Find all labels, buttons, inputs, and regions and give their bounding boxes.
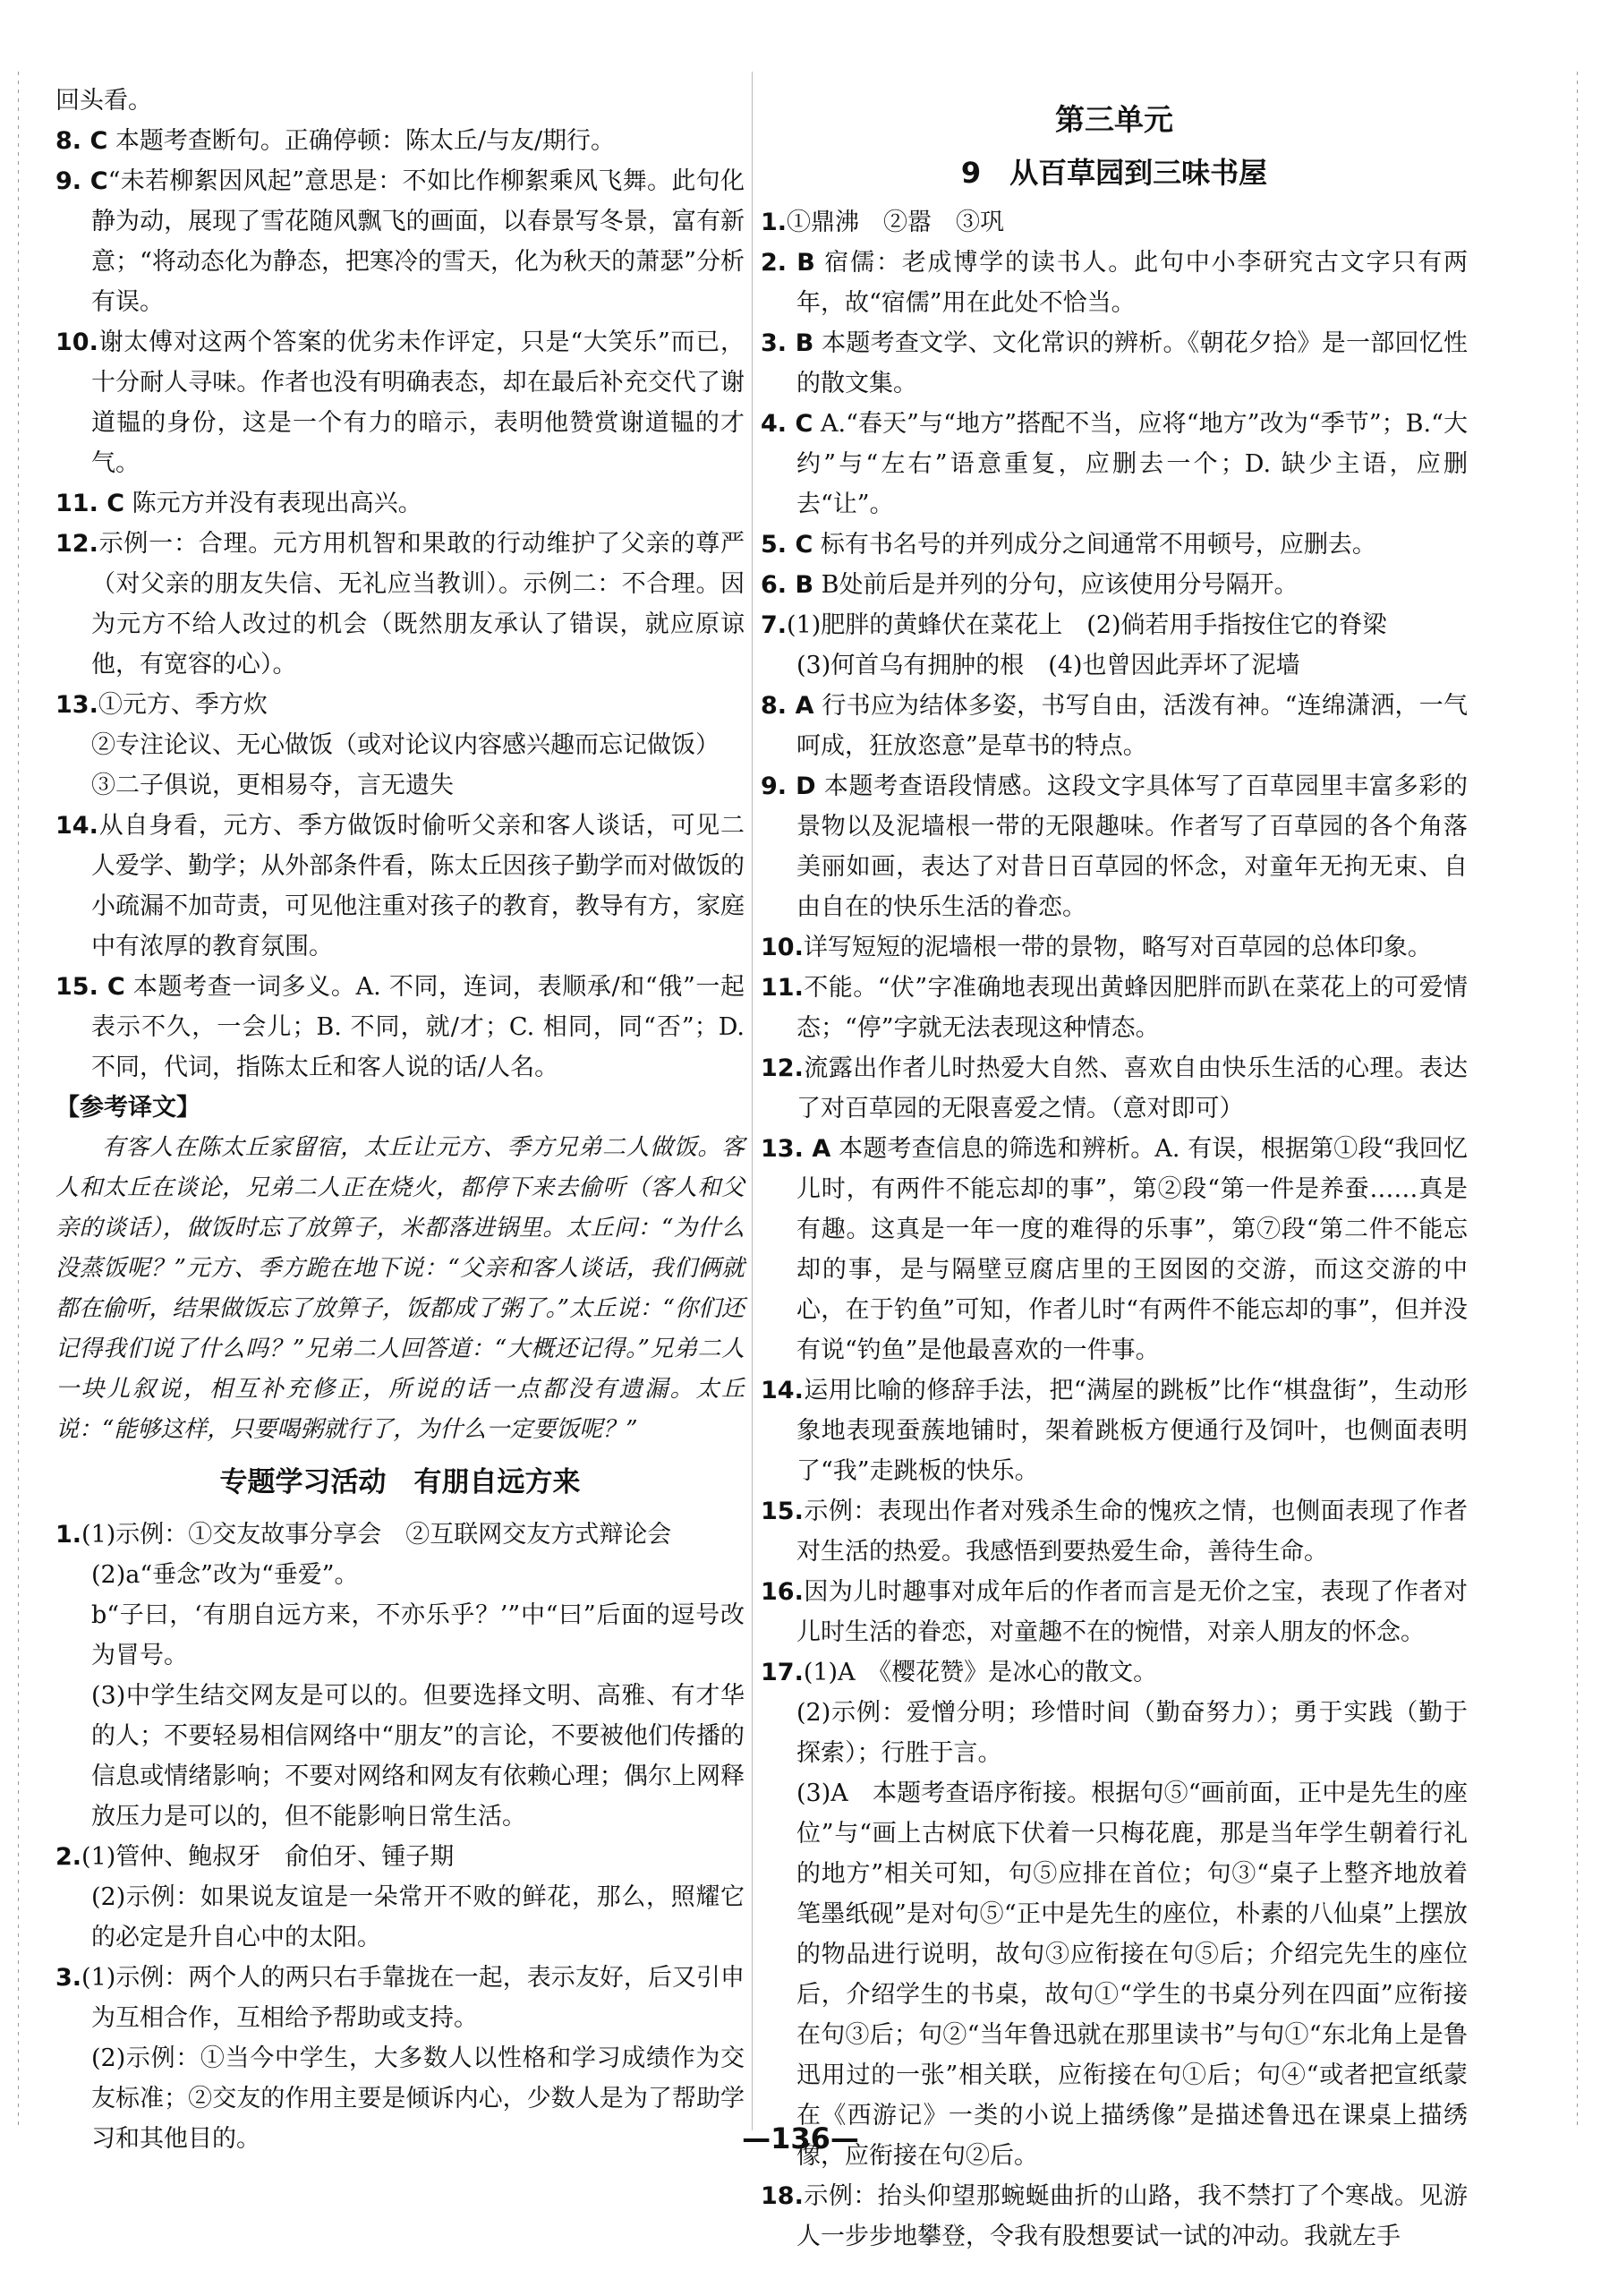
answer-item: 1.①鼎沸 ②嚣 ③巩 bbox=[761, 209, 1005, 236]
answer-subline: (2)示例：爱憎分明；珍惜时间（勤奋努力）；勇于实践（勤于探索）；行胜于言。 bbox=[796, 1699, 1468, 1767]
answer-subline: (2)a“垂念”改为“垂爱”。 bbox=[91, 1561, 359, 1589]
answer-subline: (2)示例：如果说友谊是一朵常开不败的鲜花，那么，照耀它的必定是升自心中的太阳。 bbox=[91, 1883, 745, 1951]
answer-item: 6. B B处前后是并列的分句，应该使用分号隔开。 bbox=[761, 571, 1299, 599]
left-column bbox=[55, 81, 745, 2159]
answer-item: 3. B 本题考查文学、文化常识的辨析。《朝花夕拾》是一部回忆性的散文集。 bbox=[761, 329, 1468, 397]
answer-item: 14.从自身看，元方、季方做饭时偷听父亲和客人谈话，可见二人爱学、勤学；从外部条件看，陈太丘因孩子勤学而对做饭的小疏漏不加苛责，可见他注重对孩子的教育，教导有方，家庭中有浓厚的教育氛围。 bbox=[55, 812, 745, 960]
answer-item: 2.(1)管仲、鲍叔牙 俞伯牙、锺子期 bbox=[55, 1843, 455, 1871]
right-column bbox=[761, 97, 1468, 2257]
answer-item: 13. A 本题考查信息的筛选和辨析。A. 有误，根据第①段“我回忆儿时，有两件不能忘却的事”，第②段“第一件是养蚕……真是有趣。这真是一年一度的难得的乐事”，第⑦段“第二件不能忘却的事，是与隔壁豆腐店里的王囡囡的交游，而这交游的中心，在于钓鱼”可知，作者儿时“有两件不能忘却的事”，但并没有说“钓鱼”是他最喜欢的一件事。 bbox=[761, 1135, 1468, 1364]
answer-item: 8. A 行书应为结体多姿，书写自由，活泼有神。“连绵潇洒，一气呵成，狂放恣意”是草书的特点。 bbox=[761, 692, 1469, 760]
answer-item: 17.(1)A 《樱花赞》是冰心的散文。 bbox=[761, 1659, 1158, 1686]
binding-marks-left bbox=[18, 72, 19, 2130]
answer-item: 12.流露出作者儿时热爱大自然、喜欢自由快乐生活的心理。表达了对百草园的无限喜爱之情。（意对即可） bbox=[761, 1054, 1468, 1122]
answer-subline: (3)A 本题考查语序衔接。根据句⑤“画前面，正中是先生的座位”与“画上古树底下伏着一只梅花鹿，那是当年学生朝着行礼的地方”相关可知，句⑤应排在首位；句③“桌子上整齐地放着笔墨纸砚”是对句⑤“正中是先生的座位，朴素的八仙桌”上摆放的物品进行说明，故句③应衔接在句⑤后；介绍完先生的座位后，介绍学生的书桌，故句①“学生的书桌分列在四面”应衔接在句③后；句②“当年鲁迅就在那里读书”与句①“东北角上是鲁迅用过的一张”相关联，应衔接在句①后；句④“或者把宣纸蒙在《西游记》一类的小说上描绣像”是描述鲁迅在课桌上描绣像，应衔接在句②后。 bbox=[796, 1780, 1468, 2170]
answer-subline: ③二子俱说，更相易夺，言无遗失 bbox=[91, 772, 454, 799]
answer-item: 10.谢太傅对这两个答案的优劣未作评定，只是“大笑乐”而已，十分耐人寻味。作者也没有明确表态，却在最后补充交代了谢道韫的身份，这是一个有力的暗示，表明他赞赏谢道韫的才气。 bbox=[55, 329, 745, 477]
answer-item: 回头看。 bbox=[55, 87, 152, 115]
answer-item: 15. C 本题考查一词多义。A. 不同，连词，表顺承/和“俄”一起表示不久，一会儿；B. 不同，就/才；C. 相同，同“否”；D. 不同，代词，指陈太丘和客人说的话/人名。 bbox=[55, 973, 745, 1081]
answer-subline: ②专注论议、无心做饭（或对论议内容感兴趣而忘记做饭） bbox=[91, 731, 720, 759]
answer-subline: (2)示例：①当今中学生，大多数人以性格和学习成绩作为交友标准；②交友的作用主要是倾诉内心，少数人是为了帮助学习和其他目的。 bbox=[91, 2044, 745, 2153]
answer-item: 18.示例：抬头仰望那蜿蜒曲折的山路，我不禁打了个寒战。见游人一步步地攀登，令我有股想要试一试的冲动。我就左手 bbox=[761, 2182, 1468, 2250]
answer-item: 9. C“未若柳絮因风起”意思是：不如比作柳絮乘风飞舞。此句化静为动，展现了雪花随风飘飞的画面，以春景写冬景，富有新意；“将动态化为静态，把寒冷的雪天，化为秋天的萧瑟”分析有误。 bbox=[55, 167, 745, 316]
answer-item: 2. B 宿儒：老成博学的读书人。此句中小李研究古文字只有两年，故“宿儒”用在此处不恰当。 bbox=[761, 249, 1468, 317]
unit-title: 第三单元 bbox=[1055, 102, 1173, 137]
reference-translation-heading: 【参考译文】 bbox=[55, 1094, 200, 1122]
answer-item: 16.因为儿时趣事对成年后的作者而言是无价之宝，表现了作者对儿时生活的眷恋，对童趣不在的惋惜，对亲人朋友的怀念。 bbox=[761, 1578, 1468, 1646]
answer-subline: b“子曰，‘有朋自远方来，不亦乐乎？’”中“曰”后面的逗号改为冒号。 bbox=[91, 1601, 745, 1669]
answer-item: 3.(1)示例：两个人的两只右手靠拢在一起，表示友好，后又引申为互相合作，互相给予帮助或支持。 bbox=[55, 1964, 745, 2032]
answer-item: 13.①元方、季方炊 bbox=[55, 691, 268, 719]
answer-item: 7.(1)肥胖的黄蜂伏在菜花上 (2)倘若用手指按住它的脊梁 bbox=[761, 611, 1387, 639]
answer-subline: (3)中学生结交网友是可以的。但要选择文明、高雅、有才华的人；不要轻易相信网络中“朋友”的言论，不要被他们传播的信息或情绪影响；不要对网络和网友有依赖心理；偶尔上网释放压力是可以的，但不能影响日常生活。 bbox=[91, 1682, 745, 1831]
activity-title: 专题学习活动 有朋自远方来 bbox=[219, 1466, 581, 1498]
answer-item: 8. C 本题考查断句。正确停顿：陈太丘/与友/期行。 bbox=[55, 127, 616, 155]
answer-item: 11.不能。“伏”字准确地表现出黄蜂因肥胖而趴在菜花上的可爱情态；“停”字就无法表现这种情态。 bbox=[761, 974, 1468, 1042]
answer-item: 12.示例一：合理。元方用机智和果敢的行动维护了父亲的尊严（对父亲的朋友失信、无礼应当教训）。示例二：不合理。因为元方不给人改过的机会（既然朋友承认了错误，就应原谅他，有宽容的心）。 bbox=[55, 530, 745, 679]
answer-item: 14.运用比喻的修辞手法，把“满屋的跳板”比作“棋盘街”，生动形象地表现蚕蔟地铺时，架着跳板方便通行及饲叶，也侧面表明了“我”走跳板的快乐。 bbox=[761, 1377, 1468, 1485]
answer-item: 15.示例：表现出作者对残杀生命的愧疚之情，也侧面表现了作者对生活的热爱。我感悟到要热爱生命，善待生命。 bbox=[761, 1498, 1468, 1566]
answer-item: 10.详写短短的泥墙根一带的景物，略写对百草园的总体印象。 bbox=[761, 934, 1432, 961]
binding-marks-right bbox=[1577, 72, 1578, 2130]
answer-item: 5. C 标有书名号的并列成分之间通常不用顿号，应删去。 bbox=[761, 531, 1376, 559]
lesson-title: 9 从百草园到三味书屋 bbox=[960, 156, 1268, 190]
column-divider bbox=[752, 72, 753, 2130]
answer-item: 4. C A.“春天”与“地方”搭配不当，应将“地方”改为“季节”；B.“大约”与“左右”语意重复，应删去一个；D. 缺少主语，应删去“让”。 bbox=[761, 410, 1468, 518]
reference-translation: 有客人在陈太丘家留宿，太丘让元方、季方兄弟二人做饭。客人和太丘在谈论，兄弟二人正在烧火，都停下来去偷听（客人和父亲的谈话），做饭时忘了放箅子，米都落进锅里。太丘问：“为什么没蒸饭呢？”元方、季方跪在地下说：“父亲和客人谈话，我们俩就都在偷听，结果做饭忘了放箅子，饭都成了粥了。”太丘说：“你们还记得我们说了什么吗？”兄弟二人回答道：“大概还记得。”兄弟二人一块儿叙说，相互补充修正，所说的话一点都没有遗漏。太丘说：“能够这样，只要喝粥就行了，为什么一定要饭呢？” bbox=[55, 1134, 745, 1443]
answer-item: 11. C 陈元方并没有表现出高兴。 bbox=[55, 490, 422, 517]
answer-item: 9. D 本题考查语段情感。这段文字具体写了百草园里丰富多彩的景物以及泥墙根一带的无限趣味。作者写了百草园的各个角落美丽如画，表达了对昔日百草园的怀念，对童年无拘无束、自由自在的快乐生活的眷恋。 bbox=[761, 772, 1468, 921]
page-number: —136— bbox=[742, 2121, 859, 2155]
answer-subline: (3)何首乌有拥肿的根 (4)也曾因此弄坏了泥墙 bbox=[796, 652, 1300, 679]
answer-item: 1.(1)示例：①交友故事分享会 ②互联网交友方式辩论会 bbox=[55, 1521, 672, 1549]
